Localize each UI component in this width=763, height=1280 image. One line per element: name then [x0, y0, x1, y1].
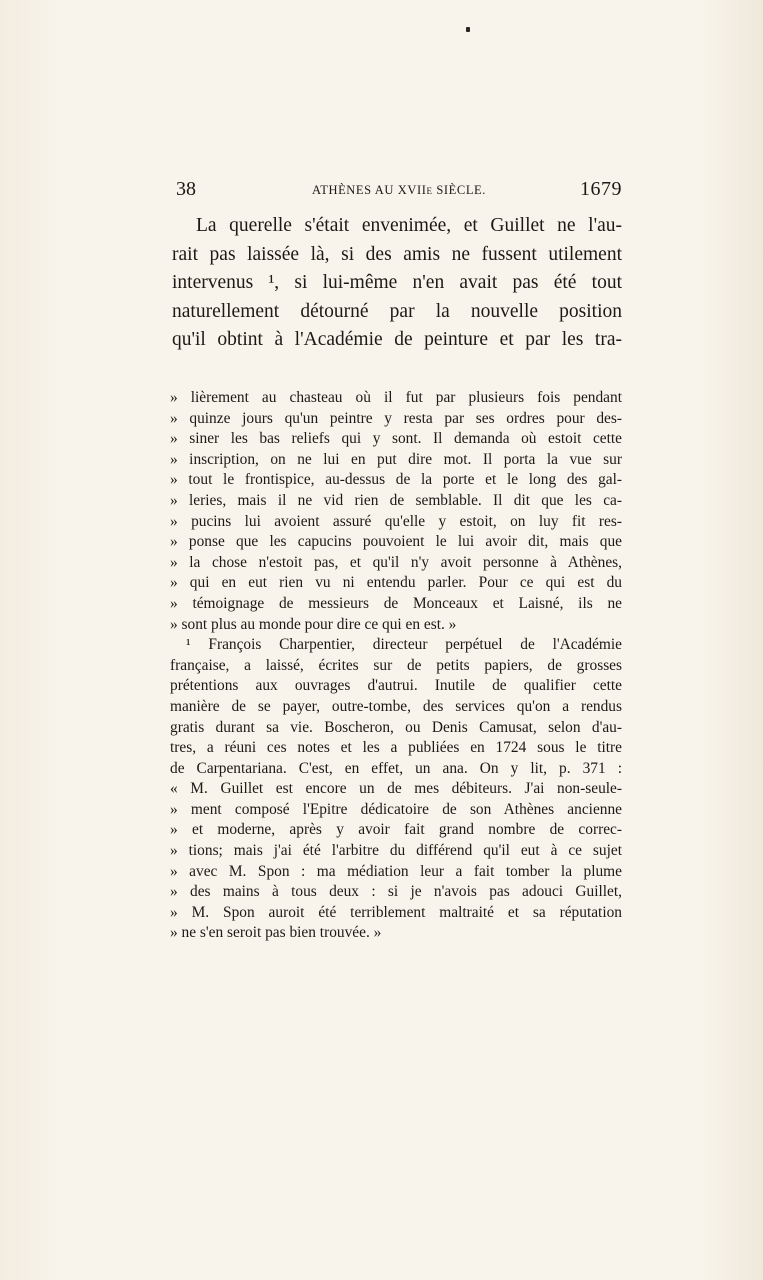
- quote-line: » leries, mais il ne vid rien de semblable. Il dit que les ca-: [170, 491, 622, 509]
- footnote-line: gratis durant sa vie. Boscheron, ou Denis Camusat, selon d'au-: [170, 718, 622, 736]
- body-line: qu'il obtint à l'Académie de peinture et par les tra-: [172, 329, 622, 350]
- quote-line: » inscription, on ne lui en put dire mot. Il porta la vue sur: [170, 450, 622, 468]
- quote-line: » pucins lui avoient assuré qu'elle y estoit, on luy fit res-: [170, 512, 622, 530]
- ink-speck: [466, 27, 470, 32]
- footnote-line: manière de se payer, outre-tombe, des services qu'on a rendus: [170, 697, 622, 715]
- quote-line: » la chose n'estoit pas, et qu'il n'y avoit personne à Athènes,: [170, 553, 622, 571]
- footnote-line: » et moderne, après y avoir fait grand nombre de correc-: [170, 821, 622, 839]
- body-line: naturellement détourné par la nouvelle position: [172, 300, 622, 322]
- quote-line: » ponse que les capucins pouvoient le lui avoir dit, mais que: [170, 533, 622, 551]
- quote-line: » témoignage de messieurs de Monceaux et Laisné, ils ne: [170, 594, 622, 612]
- quote-line: » sont plus au monde pour dire ce qui en est. »: [170, 615, 457, 633]
- body-line: intervenus ¹, si lui-même n'en avait pas été tout: [172, 272, 622, 293]
- footnote-line: de Carpentariana. C'est, en effet, un ana. On y lit, p. 371 :: [170, 759, 622, 777]
- footnotes: [170, 388, 622, 944]
- page-header: [176, 178, 622, 204]
- footnote-line: prétentions aux ouvrages d'autrui. Inutile de qualifier cette: [170, 677, 622, 695]
- footnote-line: » M. Spon auroit été terriblement maltraité et sa réputation: [170, 903, 622, 921]
- footnote-line: française, a laissé, écrites sur de petits papiers, de grosses: [170, 656, 622, 674]
- footnote-line: » ne s'en seroit pas bien trouvée. »: [170, 924, 382, 942]
- footnote-line: » tions; mais j'ai été l'arbitre du différend qu'il eut à ce sujet: [170, 842, 622, 860]
- header-year: 1679: [580, 178, 622, 200]
- footnote-line: » des mains à tous deux : si je n'avois pas adouci Guillet,: [170, 883, 622, 901]
- page-number: 38: [176, 178, 196, 200]
- footnote-line: tres, a réuni ces notes et les a publiées en 1724 sous le titre: [170, 739, 622, 757]
- running-title: ATHÈNES AU XVIIe SIÈCLE.: [311, 183, 487, 197]
- footnote-line: « M. Guillet est encore un de mes débiteurs. J'ai non-seule-: [170, 780, 622, 798]
- main-text: [172, 212, 622, 355]
- body-line: rait pas laissée là, si des amis ne fussent utilement: [172, 243, 622, 265]
- quote-line: » quinze jours qu'un peintre y resta par ses ordres pour des-: [170, 409, 622, 427]
- quote-line: » tout le frontispice, au-dessus de la porte et le long des gal-: [170, 471, 622, 489]
- footnote-line: » avec M. Spon : ma médiation leur a fait tomber la plume: [170, 862, 622, 880]
- footnote-line: » ment composé l'Epitre dédicatoire de son Athènes ancienne: [170, 800, 622, 818]
- footnote-line: ¹ François Charpentier, directeur perpétuel de l'Académie: [186, 636, 622, 654]
- quote-line: » lièrement au chasteau où il fut par plusieurs fois pendant: [170, 389, 622, 406]
- body-line: La querelle s'était envenimée, et Guillet ne l'au-: [196, 215, 622, 236]
- quote-line: » qui en eut rien vu ni entendu parler. Pour ce qui est du: [170, 574, 622, 592]
- quote-line: » siner les bas reliefs qui y sont. Il demanda où estoit cette: [170, 430, 622, 448]
